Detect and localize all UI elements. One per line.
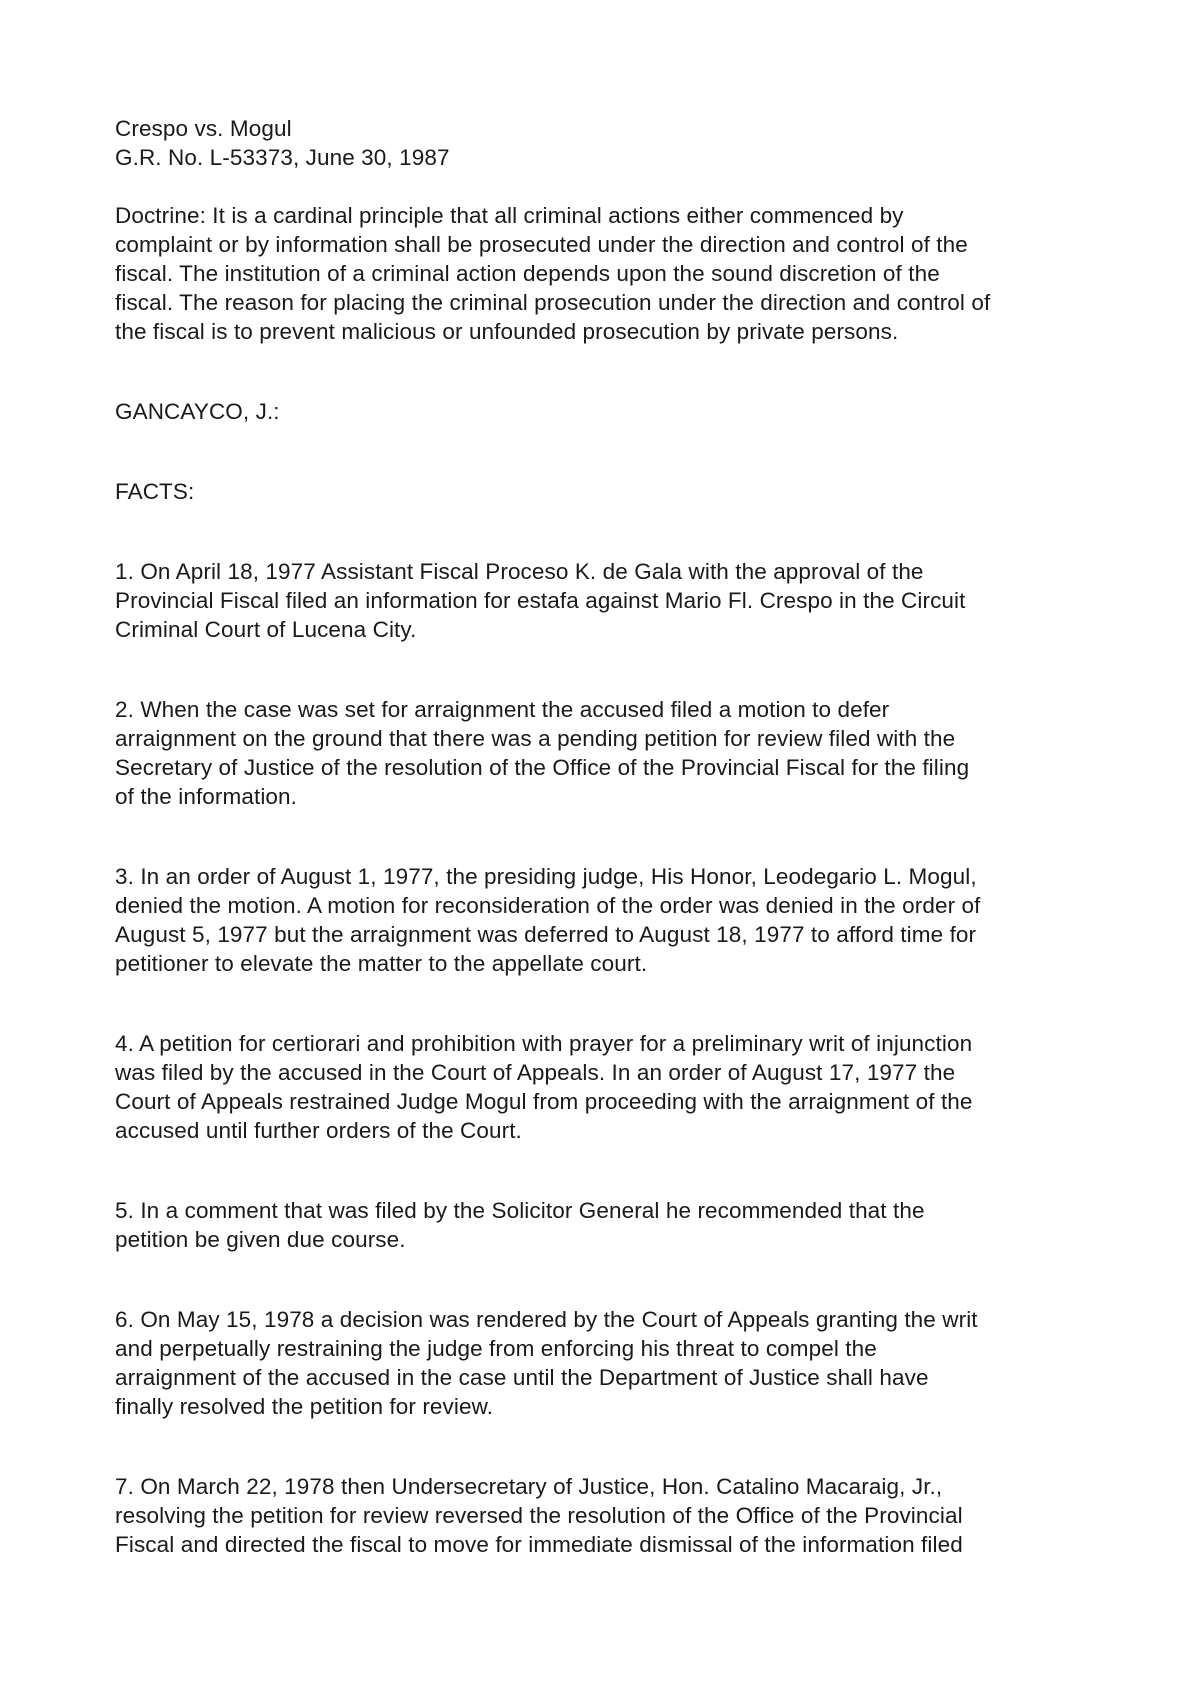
spacer <box>115 172 1095 201</box>
document-page <box>115 114 1095 1559</box>
ponente: GANCAYCO, J.: <box>115 399 280 424</box>
fact-line: 3. In an order of August 1, 1977, the presiding judge, His Honor, Leodegario L. Mogul, <box>115 864 977 889</box>
fact-line: Fiscal and directed the fiscal to move for immediate dismissal of the information filed <box>115 1532 963 1557</box>
spacer <box>115 811 1095 862</box>
fact-line: and perpetually restraining the judge from enforcing his threat to compel the <box>115 1336 877 1361</box>
spacer <box>115 1254 1095 1305</box>
fact-line: petition be given due course. <box>115 1227 406 1252</box>
fact-line: denied the motion. A motion for reconsideration of the order was denied in the order of <box>115 893 981 918</box>
spacer <box>115 1145 1095 1196</box>
spacer <box>115 644 1095 695</box>
fact-item-7 <box>115 1472 1095 1559</box>
fact-line: 6. On May 15, 1978 a decision was rendered by the Court of Appeals granting the writ <box>115 1307 978 1332</box>
fact-line: Court of Appeals restrained Judge Mogul from proceeding with the arraignment of the <box>115 1089 973 1114</box>
fact-item-2 <box>115 695 1095 811</box>
fact-line: 1. On April 18, 1977 Assistant Fiscal Proceso K. de Gala with the approval of the <box>115 559 924 584</box>
spacer <box>115 426 1095 477</box>
doctrine-line: fiscal. The institution of a criminal action depends upon the sound discretion of the <box>115 261 940 286</box>
doctrine-line: complaint or by information shall be prosecuted under the direction and control of the <box>115 232 968 257</box>
doctrine-line: the fiscal is to prevent malicious or unfounded prosecution by private persons. <box>115 319 899 344</box>
fact-line: 2. When the case was set for arraignment the accused filed a motion to defer <box>115 697 890 722</box>
fact-line: 5. In a comment that was filed by the Solicitor General he recommended that the <box>115 1198 925 1223</box>
doctrine-paragraph <box>115 201 1095 346</box>
fact-line: resolving the petition for review reversed the resolution of the Office of the Provincial <box>115 1503 963 1528</box>
fact-line: accused until further orders of the Court. <box>115 1118 522 1143</box>
doctrine-line: fiscal. The reason for placing the criminal prosecution under the direction and control of <box>115 290 991 315</box>
spacer <box>115 978 1095 1029</box>
fact-item-1 <box>115 557 1095 644</box>
fact-item-5 <box>115 1196 1095 1254</box>
spacer <box>115 1421 1095 1472</box>
fact-line: 4. A petition for certiorari and prohibition with prayer for a preliminary writ of injunction <box>115 1031 973 1056</box>
fact-line: Criminal Court of Lucena City. <box>115 617 417 642</box>
spacer <box>115 506 1095 557</box>
fact-line: 7. On March 22, 1978 then Undersecretary of Justice, Hon. Catalino Macaraig, Jr., <box>115 1474 943 1499</box>
doctrine-line: Doctrine: It is a cardinal principle that all criminal actions either commenced by <box>115 203 904 228</box>
spacer <box>115 346 1095 397</box>
fact-line: petitioner to elevate the matter to the appellate court. <box>115 951 648 976</box>
fact-line: finally resolved the petition for review. <box>115 1394 494 1419</box>
fact-item-3 <box>115 862 1095 978</box>
fact-line: Secretary of Justice of the resolution of the Office of the Provincial Fiscal for the filing <box>115 755 970 780</box>
fact-line: August 5, 1977 but the arraignment was deferred to August 18, 1977 to afford time for <box>115 922 977 947</box>
fact-line: Provincial Fiscal filed an information for estafa against Mario Fl. Crespo in the Circuit <box>115 588 966 613</box>
fact-line: was filed by the accused in the Court of Appeals. In an order of August 17, 1977 the <box>115 1060 956 1085</box>
fact-item-6 <box>115 1305 1095 1421</box>
fact-item-4 <box>115 1029 1095 1145</box>
case-title: Crespo vs. Mogul <box>115 116 292 141</box>
case-number: G.R. No. L-53373, June 30, 1987 <box>115 145 450 170</box>
fact-line: of the information. <box>115 784 297 809</box>
fact-line: arraignment of the accused in the case until the Department of Justice shall have <box>115 1365 929 1390</box>
facts-heading: FACTS: <box>115 479 195 504</box>
fact-line: arraignment on the ground that there was a pending petition for review filed with the <box>115 726 956 751</box>
